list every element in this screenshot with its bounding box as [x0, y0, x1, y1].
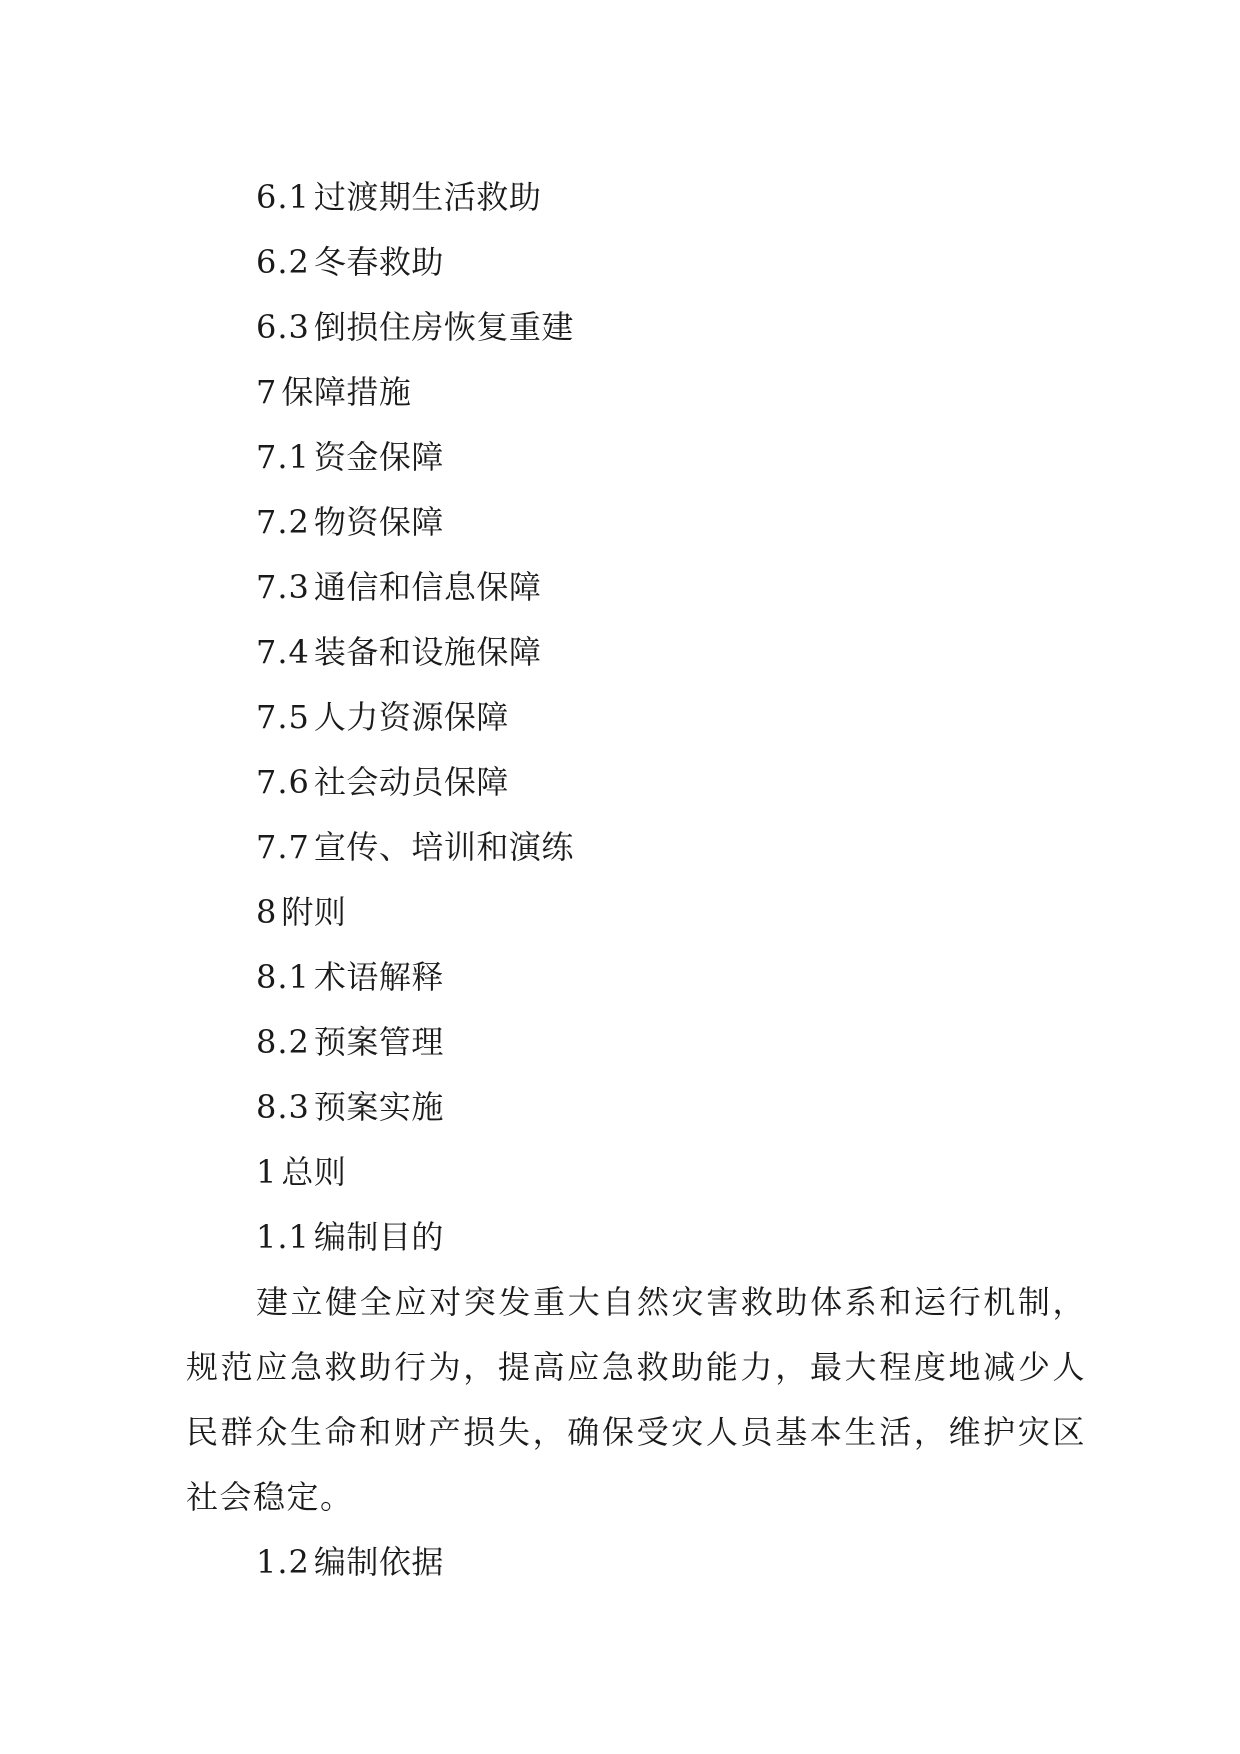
- toc-heading-8: [186, 880, 1086, 945]
- heading-number: 8.1: [256, 958, 310, 996]
- heading-number: 6.1: [256, 178, 310, 216]
- heading-text: 宣传、培训和演练: [313, 828, 574, 866]
- section-heading-1-2: [186, 1530, 1086, 1595]
- toc-heading-6-2: [186, 230, 1086, 295]
- heading-text: 术语解释: [313, 958, 444, 996]
- heading-text: 冬春救助: [313, 243, 444, 281]
- heading-text: 保障措施: [281, 373, 412, 411]
- toc-heading-7-5: [186, 685, 1086, 750]
- heading-number: 1: [256, 1153, 278, 1191]
- heading-text: 社会动员保障: [313, 763, 509, 801]
- heading-number: 8.2: [256, 1023, 310, 1061]
- heading-number: 8: [256, 893, 278, 931]
- heading-number: 7.6: [256, 763, 310, 801]
- heading-number: 7: [256, 373, 278, 411]
- toc-heading-7-3: [186, 555, 1086, 620]
- section-heading-1: [186, 1140, 1086, 1205]
- toc-heading-7-4: [186, 620, 1086, 685]
- toc-heading-7-6: [186, 750, 1086, 815]
- heading-text: 过渡期生活救助: [313, 178, 542, 216]
- heading-text: 倒损住房恢复重建: [313, 308, 574, 346]
- document-body: [186, 165, 1086, 1595]
- heading-text: 编制目的: [313, 1218, 444, 1256]
- heading-text: 编制依据: [313, 1543, 444, 1581]
- heading-number: 6.2: [256, 243, 310, 281]
- heading-text: 预案实施: [313, 1088, 444, 1126]
- heading-text: 物资保障: [313, 503, 444, 541]
- heading-text: 人力资源保障: [313, 698, 509, 736]
- toc-heading-8-3: [186, 1075, 1086, 1140]
- heading-text: 预案管理: [313, 1023, 444, 1061]
- heading-number: 7.3: [256, 568, 310, 606]
- toc-heading-7: [186, 360, 1086, 425]
- toc-heading-6-1: [186, 165, 1086, 230]
- toc-heading-8-1: [186, 945, 1086, 1010]
- toc-heading-7-2: [186, 490, 1086, 555]
- heading-number: 7.7: [256, 828, 310, 866]
- heading-number: 7.2: [256, 503, 310, 541]
- toc-heading-7-7: [186, 815, 1086, 880]
- heading-number: 8.3: [256, 1088, 310, 1126]
- heading-number: 7.1: [256, 438, 310, 476]
- heading-number: 1.2: [256, 1543, 310, 1581]
- heading-text: 通信和信息保障: [313, 568, 542, 606]
- heading-text: 装备和设施保障: [313, 633, 542, 671]
- body-paragraph: 建立健全应对突发重大自然灾害救助体系和运行机制，规范应急救助行为，提高应急救助能力，最大程度地减少人民群众生命和财产损失，确保受灾人员基本生活，维护灾区社会稳定。: [186, 1283, 1086, 1516]
- heading-number: 7.4: [256, 633, 310, 671]
- heading-text: 资金保障: [313, 438, 444, 476]
- heading-number: 7.5: [256, 698, 310, 736]
- heading-text: 总则: [281, 1153, 347, 1191]
- toc-heading-8-2: [186, 1010, 1086, 1075]
- heading-number: 6.3: [256, 308, 310, 346]
- heading-number: 1.1: [256, 1218, 310, 1256]
- toc-heading-6-3: [186, 295, 1086, 360]
- section-heading-1-1: [186, 1205, 1086, 1270]
- heading-text: 附则: [281, 893, 347, 931]
- toc-heading-7-1: [186, 425, 1086, 490]
